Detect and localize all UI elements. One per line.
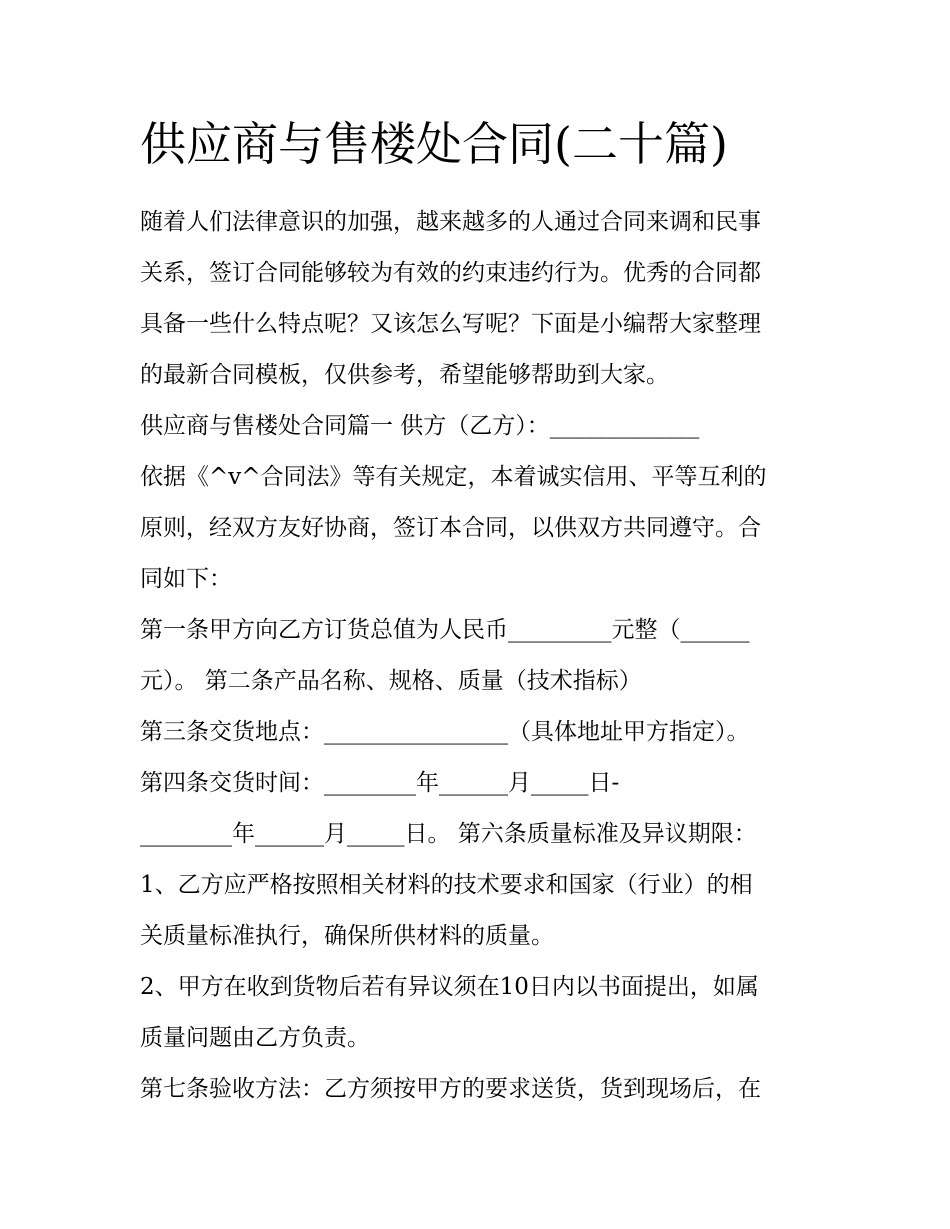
article-4-line-2: ________年______月_____日。 第六条质量标准及异议期限： <box>140 821 757 847</box>
document-title: 供应商与售楼处合同(二十篇) <box>140 117 728 171</box>
clause-2-line-1: 2、甲方在收到货物后若有异议须在10日内以书面提出，如属 <box>140 974 759 1000</box>
article-7-line-1: 第七条验收方法：乙方须按甲方的要求送货，货到现场后，在 <box>140 1076 761 1102</box>
intro-line-3: 具备一些什么特点呢？又该怎么写呢？下面是小编帮大家整理 <box>140 311 761 337</box>
preamble-line-3: 同如下： <box>140 566 232 592</box>
clause-1-line-1: 1、乙方应严格按照相关材料的技术要求和国家（行业）的相 <box>140 872 753 898</box>
article-1-line-1: 第一条甲方向乙方订货总值为人民币_________元整（______ <box>140 617 750 643</box>
preamble-line-1: 依据《^v^合同法》等有关规定，本着诚实信用、平等互利的 <box>140 464 767 490</box>
contract-heading-line: 供应商与售楼处合同篇一 供方（乙方）：_____________ <box>140 413 700 439</box>
article-1-line-2: 元）。 第二条产品名称、规格、质量（技术指标） <box>140 668 642 694</box>
preamble-line-2: 原则，经双方友好协商，签订本合同，以供双方共同遵守。合 <box>140 515 761 541</box>
clause-2-line-2: 质量问题由乙方负责。 <box>140 1025 370 1051</box>
article-4-line-1: 第四条交货时间：________年______月_____日- <box>140 770 620 796</box>
clause-1-line-2: 关质量标准执行，确保所供材料的质量。 <box>140 923 554 949</box>
intro-line-4: 的最新合同模板，仅供参考，希望能够帮助到大家。 <box>140 362 669 388</box>
article-3-line: 第三条交货地点：________________（具体地址甲方指定）。 <box>140 719 750 745</box>
intro-line-2: 关系，签订合同能够较为有效的约束违约行为。优秀的合同都 <box>140 260 761 286</box>
intro-line-1: 随着人们法律意识的加强，越来越多的人通过合同来调和民事 <box>140 209 761 235</box>
